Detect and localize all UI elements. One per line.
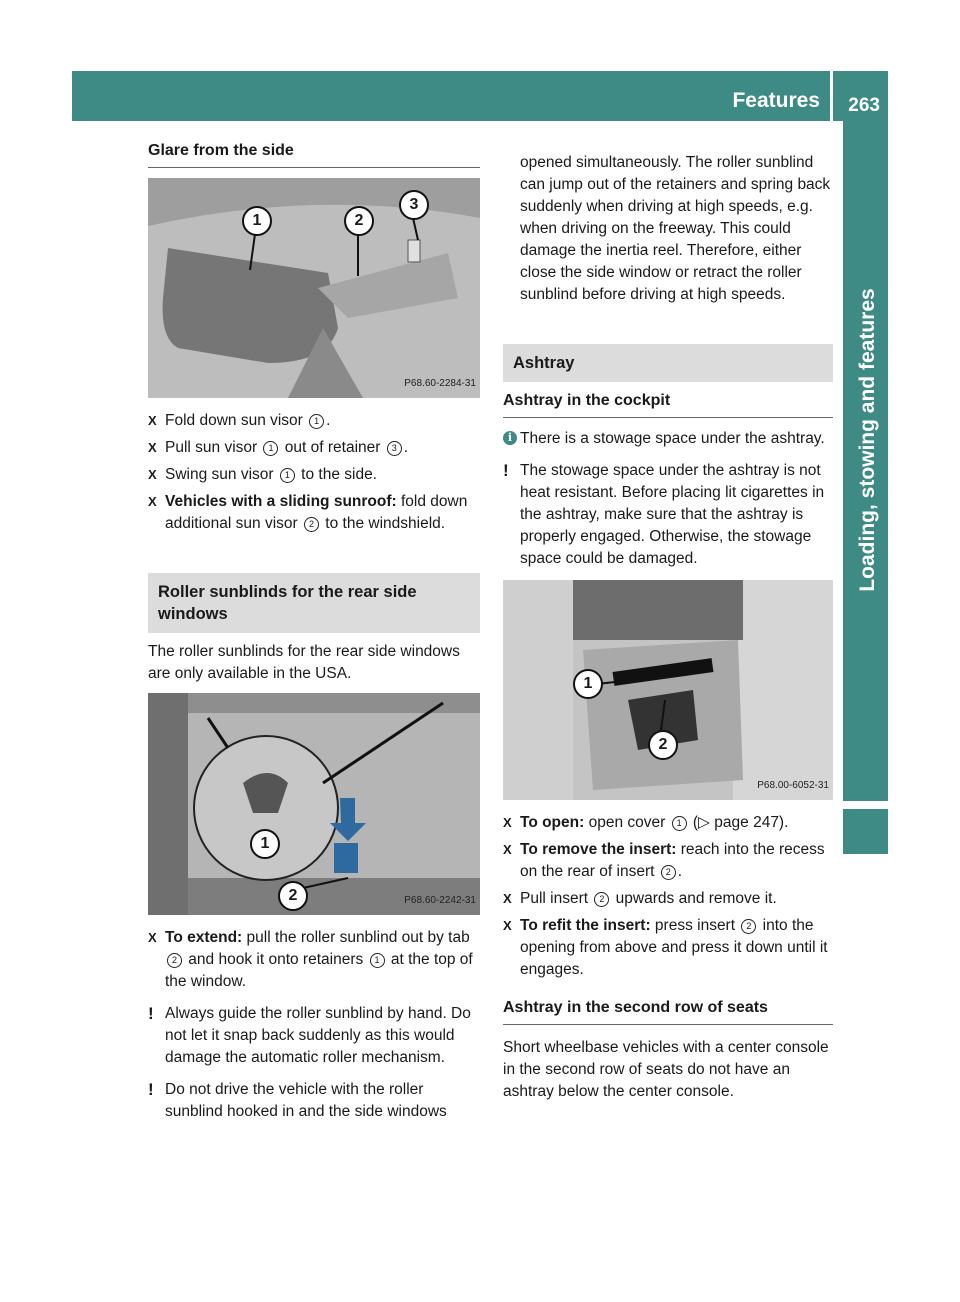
side-chapter-label: Loading, stowing and features <box>856 288 879 592</box>
section-title-ashtray-cockpit: Ashtray in the cockpit <box>503 390 833 418</box>
roller-sunblind-illustration <box>148 693 480 915</box>
step-item: X Vehicles with a sliding sunroof: fold down additional sun visor 2 to the windshield. <box>148 493 468 532</box>
step-item: X Pull insert 2 upwards and remove it. <box>503 888 833 910</box>
ref-number: 1 <box>370 953 385 968</box>
figure-code: P68.60-2284-31 <box>404 378 476 389</box>
ref-number: 2 <box>304 517 319 532</box>
callout-2: 2 <box>344 206 374 236</box>
step-marker-icon: X <box>148 930 157 945</box>
callout-1: 1 <box>242 206 272 236</box>
callout-1: 1 <box>573 669 603 699</box>
header-title: Features <box>732 89 820 112</box>
step-marker-icon: X <box>148 440 157 455</box>
step-marker-icon: X <box>503 842 512 857</box>
step-marker-icon: X <box>148 494 157 509</box>
warning-icon: ! <box>148 1004 154 1023</box>
warning-icon: ! <box>503 461 509 480</box>
page-ref-link[interactable]: (▷ page 247). <box>688 814 789 831</box>
page-number: 263 <box>848 95 880 116</box>
header-separator <box>830 71 833 121</box>
figure-code: P68.60-2242-31 <box>404 895 476 906</box>
figure-roller-sunblind <box>148 693 480 915</box>
warning-note: ! Always guide the roller sunblind by hand. Do not let it snap back suddenly as this would damage the automatic roller mechanism. <box>148 1004 471 1066</box>
side-tab-marker <box>843 809 888 854</box>
left-column <box>148 140 480 1133</box>
step-item: X To open: open cover 1 (▷ page 247). <box>503 812 833 834</box>
step-item: X To remove the insert: reach into the recess on the rear of insert 2 . <box>503 841 825 880</box>
ref-number: 1 <box>263 441 278 456</box>
step-marker-icon: X <box>503 918 512 933</box>
warning-note: ! Do not drive the vehicle with the roller sunblind hooked in and the side windows <box>148 1080 447 1120</box>
section-title-ashtray-second-row: Ashtray in the second row of seats <box>503 997 833 1025</box>
step-item: X Swing sun visor 1 to the side. <box>148 464 480 486</box>
ref-number: 1 <box>309 414 324 429</box>
ref-number: 2 <box>741 919 756 934</box>
step-item: X To refit the insert: press insert 2 into the opening from above and press it down until it engages. <box>503 917 828 978</box>
callout-2: 2 <box>278 881 308 911</box>
ref-number: 1 <box>672 816 687 831</box>
second-row-text: Short wheelbase vehicles with a center console in the second row of seats do not have an ashtray below the center console. <box>503 1039 829 1100</box>
right-column <box>503 152 833 1111</box>
ref-number: 2 <box>661 865 676 880</box>
ref-number: 2 <box>594 892 609 907</box>
sun-visor-illustration <box>148 178 480 398</box>
step-item: X To extend: pull the roller sunblind out by tab 2 and hook it onto retainers 1 at the top of the window. <box>148 929 473 990</box>
section-title-glare: Glare from the side <box>148 140 480 168</box>
ref-number: 3 <box>387 441 402 456</box>
warning-icon: ! <box>148 1080 154 1099</box>
step-marker-icon: X <box>148 413 157 428</box>
step-item: X Fold down sun visor 1 . <box>148 410 480 432</box>
step-marker-icon: X <box>503 891 512 906</box>
roller-intro: The roller sunblinds for the rear side windows are only available in the USA. <box>148 643 460 682</box>
section-band-roller-sunblinds: Roller sunblinds for the rear side windows <box>148 573 480 633</box>
ref-number: 1 <box>280 468 295 483</box>
callout-1: 1 <box>250 829 280 859</box>
section-band-ashtray: Ashtray <box>503 344 833 382</box>
info-note: i There is a stowage space under the ashtray. <box>503 428 833 450</box>
step-item: X Pull sun visor 1 out of retainer 3 . <box>148 437 480 459</box>
callout-2: 2 <box>648 730 678 760</box>
info-icon: i <box>503 431 517 445</box>
ref-number: 2 <box>167 953 182 968</box>
figure-code: P68.00-6052-31 <box>757 780 829 791</box>
callout-3: 3 <box>399 190 429 220</box>
continued-text: opened simultaneously. The roller sunblind can jump out of the retainers and spring back suddenly when driving at high speeds, e.g. when driving on the freeway. This could damage the inertia reel. Therefore, either close the side window or retract the roller sunblind before driving at high speeds. <box>520 154 831 303</box>
warning-note: ! The stowage space under the ashtray is not heat resistant. Before placing lit cigarettes in the ashtray, make sure that the ashtray is properly engaged. Otherwise, the stowage space could be damaged. <box>503 461 825 567</box>
figure-sun-visor <box>148 178 480 398</box>
figure-ashtray <box>503 580 833 800</box>
step-marker-icon: X <box>503 815 512 830</box>
step-marker-icon: X <box>148 467 157 482</box>
ashtray-illustration <box>503 580 833 800</box>
page-header <box>72 71 888 121</box>
